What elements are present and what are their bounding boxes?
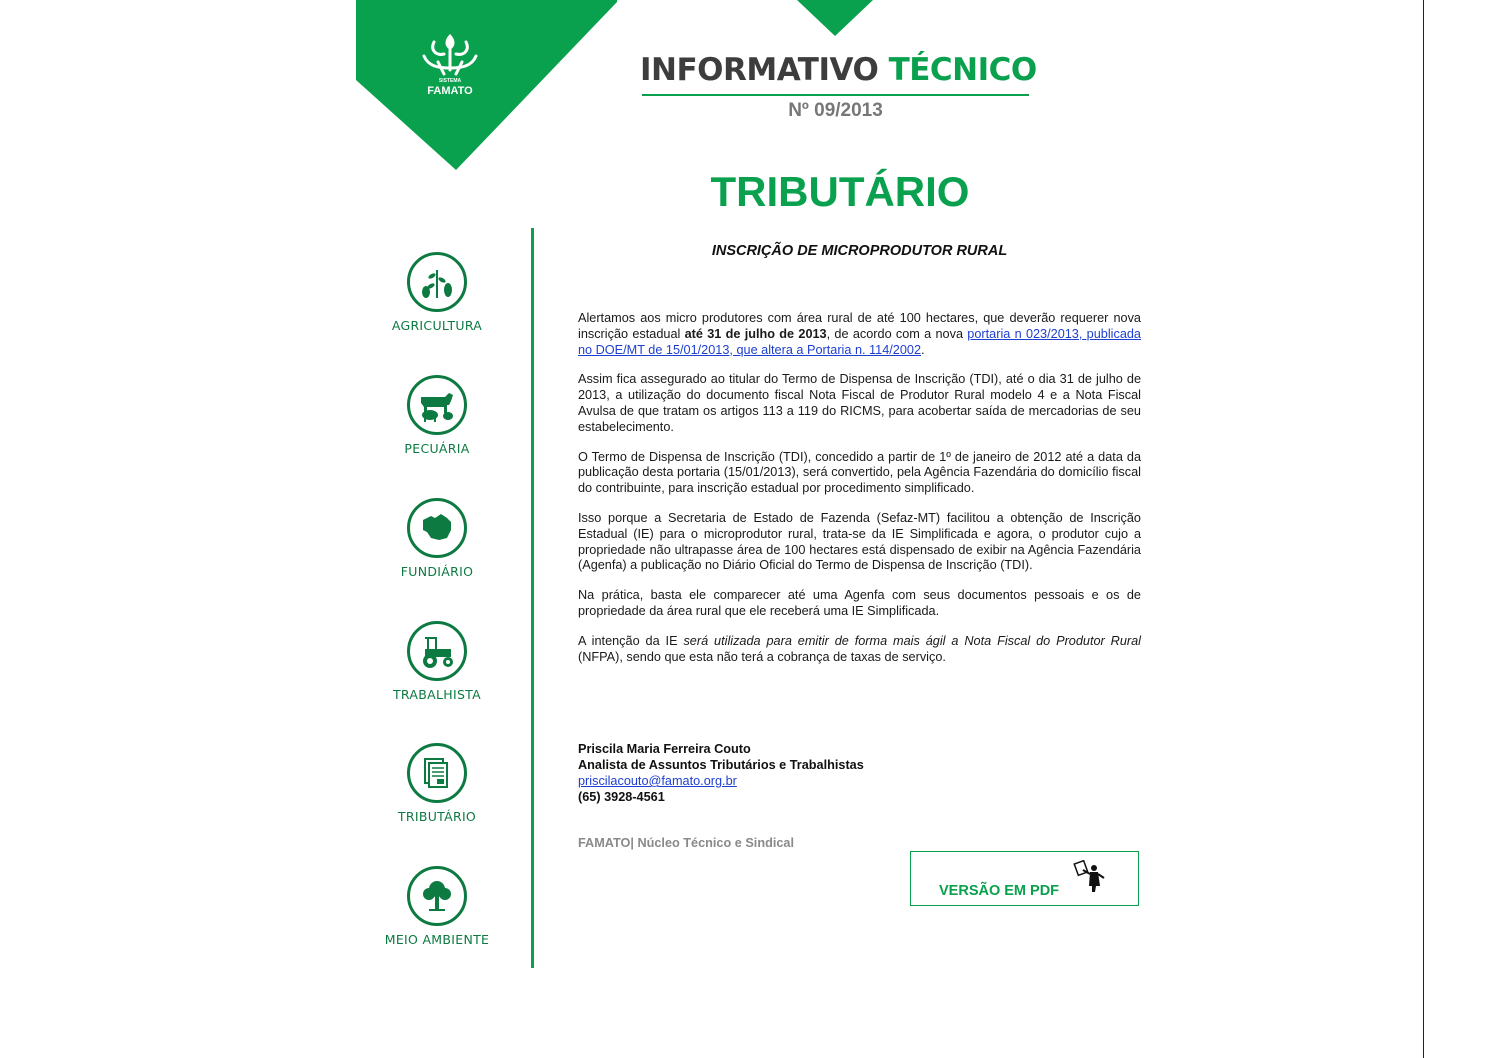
author-email-link[interactable]: priscilacouto@famato.org.br <box>578 774 737 788</box>
paragraph-1 <box>578 311 1141 358</box>
author-phone: (65) 3928-4561 <box>578 790 665 804</box>
header-green-notch <box>797 0 877 40</box>
reader-figure-icon <box>1072 860 1112 894</box>
paragraph-1-text-c: . <box>921 342 925 357</box>
sidebar-item-tributario[interactable] <box>376 743 498 824</box>
issue-number: Nº 09/2013 <box>788 100 883 121</box>
paragraph-2: Assim fica assegurado ao titular do Termo de Dispensa de Inscrição (TDI), até o dia 31 de julho de 2013, a utilização do documento fiscal Nota Fiscal de Produtor Rural modelo 4 e a Nota Fiscal Avulsa de que tratam os artigos 113 a 119 do RICMS, para acobertar saída de mercadorias de seu estabelecimento. <box>578 372 1141 434</box>
sidebar-item-pecuaria[interactable] <box>376 375 498 456</box>
signature-block <box>578 741 1141 805</box>
title-underline <box>642 94 1029 96</box>
sidebar-item-label: TRABALHISTA <box>393 687 481 702</box>
newsletter-title-part1: INFORMATIVO <box>640 52 879 88</box>
sidebar-item-trabalhista[interactable] <box>376 621 498 702</box>
paragraph-6-italic: será utilizada para emitir de forma mais ágil a Nota Fiscal do Produtor Rural <box>683 633 1141 648</box>
paragraph-5: Na prática, basta ele comparecer até uma Agenfa com seus documentos pessoais e os de propriedade da área rural que ele receberá uma IE Simplificada. <box>578 588 1141 618</box>
paragraph-1-text-a: Alertamos aos micro produtores com área rural de até 100 hectares, que deverão requerer nova inscrição estadual <box>578 311 1141 341</box>
article-body <box>578 311 1141 679</box>
paragraph-6-text-a: A intenção da IE <box>578 633 684 648</box>
sidebar-item-label: FUNDIÁRIO <box>400 564 474 579</box>
sidebar-item-label: PECUÁRIA <box>404 441 470 456</box>
sidebar-divider <box>531 228 534 968</box>
sidebar-item-label: MEIO AMBIENTE <box>384 932 490 947</box>
section-title: TRIBUTÁRIO <box>710 168 970 215</box>
sidebar-item-meio-ambiente[interactable] <box>376 866 498 947</box>
author-name: Priscila Maria Ferreira Couto <box>578 742 751 756</box>
paragraph-6 <box>578 634 1141 666</box>
newsletter-title <box>640 52 1037 88</box>
author-role: Analista de Assuntos Tributários e Trabalhistas <box>578 758 864 772</box>
svg-text:SISTEMA: SISTEMA <box>438 78 462 84</box>
newsletter-title-part2: TÉCNICO <box>888 52 1037 88</box>
portaria-link[interactable]: portaria n 023/2013, publicada no DOE/MT de 15/01/2013, que altera a Portaria n. 114/2002 <box>578 326 1141 357</box>
tree-icon <box>407 866 467 926</box>
documents-icon <box>407 743 467 803</box>
plants-icon <box>407 252 467 312</box>
livestock-icon <box>407 375 467 435</box>
page-edge-rule <box>1423 0 1424 1058</box>
sidebar-item-fundiario[interactable] <box>376 498 498 579</box>
famato-logo <box>410 28 490 100</box>
pdf-version-button[interactable] <box>910 851 1139 906</box>
sidebar-item-agricultura[interactable] <box>376 252 498 333</box>
pdf-version-label: VERSÃO EM PDF <box>939 883 1060 899</box>
sidebar-item-label: AGRICULTURA <box>391 318 483 333</box>
paragraph-4: Isso porque a Secretaria de Estado de Fazenda (Sefaz-MT) facilitou a obtenção de Inscrição Estadual (IE) para o microprodutor rural, trata-se da IE Simplificada e agora, o produtor cujo a propriedade não ultrapasse área de 100 hectares está dispensado de exibir na Agência Fazendária (Agenfa) a publicação no Diário Oficial do Termo de Dispensa de Inscrição (TDI). <box>578 510 1141 573</box>
tractor-icon <box>407 621 467 681</box>
footer-organization: FAMATO| Núcleo Técnico e Sindical <box>578 836 794 850</box>
paragraph-3: O Termo de Dispensa de Inscrição (TDI), concedido a partir de 1º de janeiro de 2012 até a data da publicação desta portaria (15/01/2013), será convertido, pela Agência Fazendária do domicílio fiscal do contribuinte, para inscrição estadual por procedimento simplificado. <box>578 449 1141 496</box>
sidebar-item-label: TRIBUTÁRIO <box>397 809 477 824</box>
article-subtitle: INSCRIÇÃO DE MICROPRODUTOR RURAL <box>711 243 1008 259</box>
svg-text:FAMATO: FAMATO <box>427 85 473 97</box>
map-icon <box>407 498 467 558</box>
deadline-highlight: até 31 de julho de 2013 <box>684 326 827 341</box>
paragraph-6-text-b: (NFPA), sendo que esta não terá a cobrança de taxas de serviço. <box>578 649 946 664</box>
paragraph-1-text-b: , de acordo com a nova <box>826 326 968 341</box>
